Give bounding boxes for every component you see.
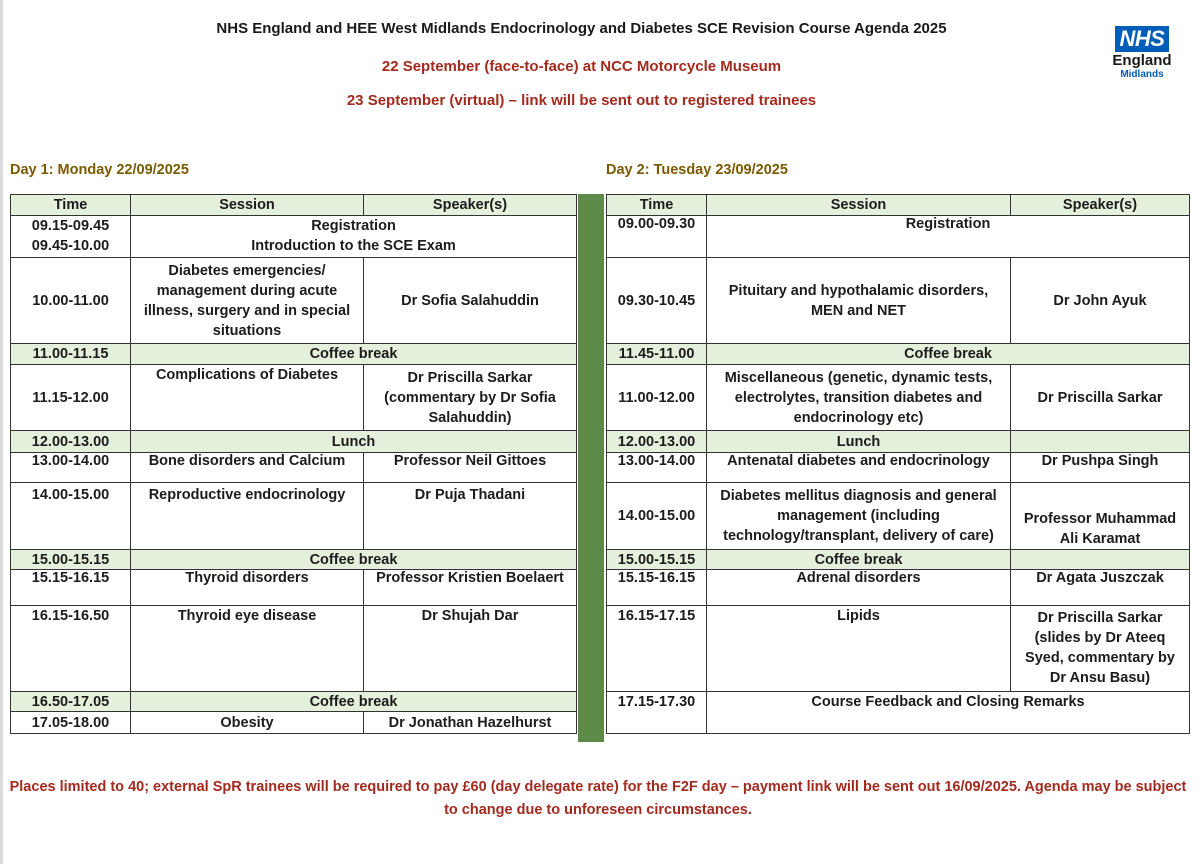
table-row [11,483,577,550]
table-row [11,365,577,431]
session-cell: Adrenal disorders [707,570,1011,606]
table-row [11,258,577,344]
session-cell: Coffee break [707,550,1011,570]
session-cell: Coffee break [131,550,577,570]
session-header: Session [131,195,364,216]
speaker-cell: Professor Muhammad Ali Karamat [1011,483,1190,550]
table-header-row [607,195,1190,216]
table-row [11,570,577,606]
empty-cell [1011,431,1190,453]
time-cell: 15.15-16.15 [607,570,707,606]
session-header: Session [707,195,1011,216]
session-cell: Lunch [131,431,577,453]
speaker-cell: Dr Puja Thadani [364,483,577,550]
session-cell: Obesity [131,712,364,734]
agenda-title: NHS England and HEE West Midlands Endocrinology and Diabetes SCE Revision Course Agenda 2025 [216,20,947,37]
time-cell: 14.00-15.00 [607,483,707,550]
time-cell: 15.15-16.15 [11,570,131,606]
logo-midlands: Midlands [1120,69,1164,80]
time-cell: 12.00-13.00 [11,431,131,453]
table-row [607,606,1190,692]
table-row [607,483,1190,550]
speaker-cell: Dr Priscilla Sarkar [1011,365,1190,431]
speaker-cell: Dr Jonathan Hazelhurst [364,712,577,734]
table-row [11,692,577,712]
footer-note: Places limited to 40; external SpR trainees will be required to pay £60 (day delegate rate) for the F2F day – payment link will be sent out 16/09/2025. Agenda may be subject to change due to unforeseen circumstances. [9,779,1187,818]
table-row [607,258,1190,344]
session-cell: Diabetes mellitus diagnosis and general management (including technology/transplant, delivery of care) [707,483,1011,550]
speaker-cell: Dr Priscilla Sarkar (commentary by Dr Sofia Salahuddin) [364,365,577,431]
table-row [607,431,1190,453]
time-cell: 11.00-12.00 [607,365,707,431]
time-cell: 09.15-09.45 09.45-10.00 [11,216,131,258]
nhs-england-midlands-logo [1110,26,1174,81]
speakers-header: Speaker(s) [364,195,577,216]
session-cell: Reproductive endocrinology [131,483,364,550]
time-cell: 13.00-14.00 [11,453,131,483]
day1-title: Day 1: Monday 22/09/2025 [10,162,189,178]
time-cell: 16.15-17.15 [607,606,707,692]
time-header: Time [607,195,707,216]
session-cell: Coffee break [707,344,1190,365]
speakers-header: Speaker(s) [1011,195,1190,216]
time-cell: 11.15-12.00 [11,365,131,431]
speaker-cell: Dr Sofia Salahuddin [364,258,577,344]
session-cell: Pituitary and hypothalamic disorders, MEN and NET [707,258,1011,344]
time-header: Time [11,195,131,216]
table-row [11,344,577,365]
session-cell: Bone disorders and Calcium [131,453,364,483]
time-cell: 16.15-16.50 [11,606,131,692]
speaker-cell: Dr Agata Juszczak [1011,570,1190,606]
time-cell: 11.00-11.15 [11,344,131,365]
table-header-row [11,195,577,216]
speaker-cell: Professor Kristien Boelaert [364,570,577,606]
table-row [11,712,577,734]
session-cell: Registration [707,216,1190,258]
day1-agenda-table [10,194,577,734]
table-row [11,216,577,258]
time-cell: 16.50-17.05 [11,692,131,712]
time-cell: 13.00-14.00 [607,453,707,483]
time-cell: 17.05-18.00 [11,712,131,734]
session-cell: Course Feedback and Closing Remarks [707,692,1190,734]
time-cell: 10.00-11.00 [11,258,131,344]
time-cell: 17.15-17.30 [607,692,707,734]
day2-title: Day 2: Tuesday 23/09/2025 [606,162,788,178]
table-row [607,550,1190,570]
speaker-cell: Professor Neil Gittoes [364,453,577,483]
table-row [11,453,577,483]
time-cell: 15.00-15.15 [11,550,131,570]
session-cell: Lunch [707,431,1011,453]
virtual-subtitle: 23 September (virtual) – link will be sent out to registered trainees [346,92,817,109]
day2-agenda-table [606,194,1190,734]
time-cell: 11.45-11.00 [607,344,707,365]
table-row [607,344,1190,365]
face-to-face-subtitle: 22 September (face-to-face) at NCC Motorcycle Museum [381,58,782,75]
table-row [607,216,1190,258]
table-row [607,692,1190,734]
session-cell: Diabetes emergencies/ management during acute illness, surgery and in special situations [131,258,364,344]
session-cell: Thyroid disorders [131,570,364,606]
session-cell: Coffee break [131,692,577,712]
session-cell: Lipids [707,606,1011,692]
table-row [11,431,577,453]
speaker-cell: Dr Priscilla Sarkar (slides by Dr Ateeq Syed, commentary by Dr Ansu Basu) [1011,606,1190,692]
empty-cell [1011,550,1190,570]
session-cell: Registration Introduction to the SCE Exam [131,216,577,258]
time-cell: 12.00-13.00 [607,431,707,453]
session-cell: Thyroid eye disease [131,606,364,692]
session-cell: Complications of Diabetes [131,365,364,431]
speaker-cell: Dr Shujah Dar [364,606,577,692]
table-row [11,606,577,692]
table-row [11,550,577,570]
time-cell: 09.30-10.45 [607,258,707,344]
session-cell: Miscellaneous (genetic, dynamic tests, electrolytes, transition diabetes and endocrinology etc) [707,365,1011,431]
logo-england: England [1112,52,1172,69]
page-edge [0,0,3,864]
time-cell: 14.00-15.00 [11,483,131,550]
time-cell: 15.00-15.15 [607,550,707,570]
speaker-cell: Dr Pushpa Singh [1011,453,1190,483]
table-row [607,570,1190,606]
session-cell: Coffee break [131,344,577,365]
nhs-logo-box: NHS [1115,26,1170,52]
day-separator-bar [578,194,604,742]
table-row [607,365,1190,431]
speaker-cell: Dr John Ayuk [1011,258,1190,344]
time-cell: 09.00-09.30 [607,216,707,258]
session-cell: Antenatal diabetes and endocrinology [707,453,1011,483]
table-row [607,453,1190,483]
